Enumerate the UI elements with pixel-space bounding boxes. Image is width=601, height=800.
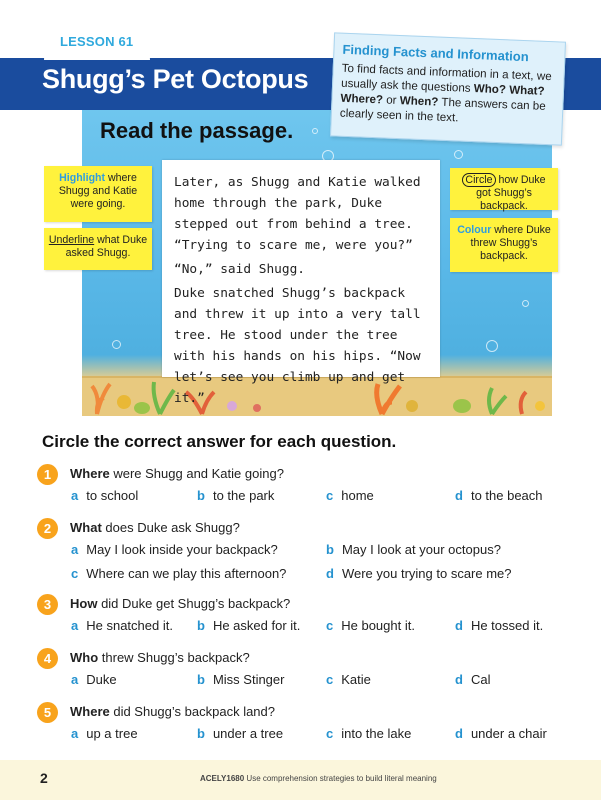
option-letter: a — [71, 726, 79, 741]
option-text: Were you trying to scare me? — [341, 566, 512, 581]
info-box — [330, 32, 566, 145]
page-title: Shugg’s Pet Octopus — [42, 64, 309, 94]
info-where: Where? — [340, 91, 384, 107]
answer-option-b[interactable] — [197, 726, 283, 741]
option-text: Duke — [86, 672, 117, 687]
option-letter: c — [326, 488, 334, 503]
question-number-badge: 4 — [37, 648, 58, 669]
answer-option-d[interactable] — [326, 566, 512, 581]
answer-option-a[interactable] — [71, 672, 117, 687]
bubble-icon — [112, 340, 121, 349]
option-letter: b — [197, 618, 205, 633]
answer-option-d[interactable] — [455, 672, 490, 687]
scene-heading: Read the passage. — [100, 118, 294, 143]
question-rest: does Duke ask Shugg? — [101, 520, 240, 535]
sticky-note-circle — [450, 168, 558, 210]
option-text: Miss Stinger — [212, 672, 285, 687]
answer-option-c[interactable] — [326, 488, 374, 503]
question-text — [70, 704, 275, 719]
option-text: up a tree — [86, 726, 138, 741]
option-letter: d — [455, 726, 463, 741]
option-letter: a — [71, 618, 79, 633]
info-text-part: The answers can be clearly seen in the text. — [339, 95, 546, 125]
question-number-badge: 1 — [37, 464, 58, 485]
option-text: May I look inside your backpack? — [86, 542, 278, 557]
option-letter: d — [455, 672, 463, 687]
option-text: He tossed it. — [470, 618, 544, 633]
option-letter: d — [455, 618, 463, 633]
bubble-icon — [486, 340, 498, 352]
option-letter: b — [197, 726, 205, 741]
question-text — [70, 650, 250, 665]
option-letter: c — [326, 618, 334, 633]
info-text — [340, 61, 556, 130]
bubble-icon — [312, 128, 318, 134]
answer-option-b[interactable] — [197, 672, 284, 687]
info-title: Finding Facts and Information — [342, 41, 530, 65]
option-letter: b — [197, 488, 205, 503]
option-letter: c — [326, 726, 334, 741]
answer-option-c[interactable] — [326, 672, 371, 687]
sticky-note-highlight — [44, 166, 152, 222]
option-text: to school — [86, 488, 139, 503]
option-text: Katie — [341, 672, 371, 687]
info-or: or — [382, 93, 401, 108]
option-text: under a chair — [470, 726, 547, 741]
option-text: Where can we play this afternoon? — [86, 566, 287, 581]
option-text: He asked for it. — [212, 618, 301, 633]
option-letter: a — [71, 488, 79, 503]
option-letter: d — [326, 566, 334, 581]
question-keyword: Where — [70, 704, 110, 719]
info-what: What? — [508, 83, 545, 98]
question-keyword: How — [70, 596, 98, 611]
passage — [162, 160, 440, 406]
question-number-badge: 2 — [37, 518, 58, 539]
question-keyword: Where — [70, 466, 110, 481]
sticky-text: where Duke threw Shugg’s backpack. — [470, 224, 551, 262]
sticky-keyword: Circle — [462, 173, 495, 187]
question-text — [70, 520, 240, 535]
passage-paragraph: “No,” said Shugg. — [174, 262, 305, 277]
answer-option-b[interactable] — [197, 618, 300, 633]
option-letter: a — [71, 542, 79, 557]
sticky-note-underline — [44, 228, 152, 270]
sticky-text: where Shugg and Katie were going. — [58, 172, 138, 210]
answer-option-c[interactable] — [326, 726, 411, 741]
info-who: Who? — [473, 82, 507, 97]
question-rest: did Shugg’s backpack land? — [109, 704, 276, 719]
option-text: Cal — [470, 672, 491, 687]
answer-option-d[interactable] — [455, 618, 543, 633]
question-number-badge: 5 — [37, 702, 58, 723]
option-text: to the beach — [470, 488, 543, 503]
info-when: When? — [399, 94, 439, 109]
passage-paragraph: Later, as Shugg and Katie walked home through the park, Duke stepped out from behind a tree. “Trying to scare me, were you?” — [174, 175, 421, 253]
option-letter: b — [326, 542, 334, 557]
option-text: He snatched it. — [86, 618, 173, 633]
answer-option-a[interactable] — [71, 488, 138, 503]
option-letter: a — [71, 672, 79, 687]
answer-option-a[interactable] — [71, 618, 173, 633]
page-number: 2 — [40, 770, 48, 786]
question-rest: did Duke get Shugg’s backpack? — [97, 596, 291, 611]
answer-option-d[interactable] — [455, 488, 543, 503]
question-rest: threw Shugg’s backpack? — [98, 650, 250, 665]
question-text — [70, 466, 284, 481]
sticky-note-colour — [450, 218, 558, 272]
option-letter: b — [197, 672, 205, 687]
sticky-text: what Duke asked Shugg. — [65, 234, 148, 259]
answer-option-c[interactable] — [71, 566, 286, 581]
answer-option-b[interactable] — [197, 488, 274, 503]
option-text: to the park — [212, 488, 275, 503]
option-text: May I look at your octopus? — [341, 542, 501, 557]
info-text-part: To find facts and information in a text, we usually ask the questions — [340, 61, 552, 96]
bubble-icon — [454, 150, 463, 159]
question-number-badge: 3 — [37, 594, 58, 615]
option-text: He bought it. — [341, 618, 415, 633]
answer-option-d[interactable] — [455, 726, 547, 741]
option-text: under a tree — [212, 726, 284, 741]
answer-option-c[interactable] — [326, 618, 415, 633]
question-text — [70, 596, 290, 611]
question-rest: were Shugg and Katie going? — [109, 466, 284, 481]
sticky-keyword: Underline — [48, 234, 95, 246]
sticky-keyword: Highlight — [59, 172, 106, 184]
answer-option-a[interactable] — [71, 542, 278, 557]
curriculum-code — [200, 774, 437, 783]
bubble-icon — [522, 300, 529, 307]
option-letter: c — [326, 672, 334, 687]
sticky-text: how Duke got Shugg’s backpack. — [476, 174, 546, 212]
option-text: into the lake — [341, 726, 412, 741]
passage-paragraph: Duke snatched Shugg’s backpack and threw it up into a very tall tree. He stood under the tree with his hands on his hips. “Now let’s see you climb up and get it.” — [174, 286, 421, 406]
answer-option-a[interactable] — [71, 726, 138, 741]
instruction-heading: Circle the correct answer for each question. — [42, 432, 397, 451]
curriculum-code-desc: Use comprehension strategies to build literal meaning — [244, 774, 437, 783]
option-letter: d — [455, 488, 463, 503]
option-text: home — [341, 488, 374, 503]
lesson-label: LESSON 61 — [60, 34, 134, 49]
curriculum-code-id: ACELY1680 — [200, 774, 245, 783]
question-keyword: Who — [70, 650, 99, 665]
option-letter: c — [71, 566, 79, 581]
question-keyword: What — [70, 520, 102, 535]
answer-option-b[interactable] — [326, 542, 501, 557]
sticky-keyword: Colour — [457, 224, 492, 236]
